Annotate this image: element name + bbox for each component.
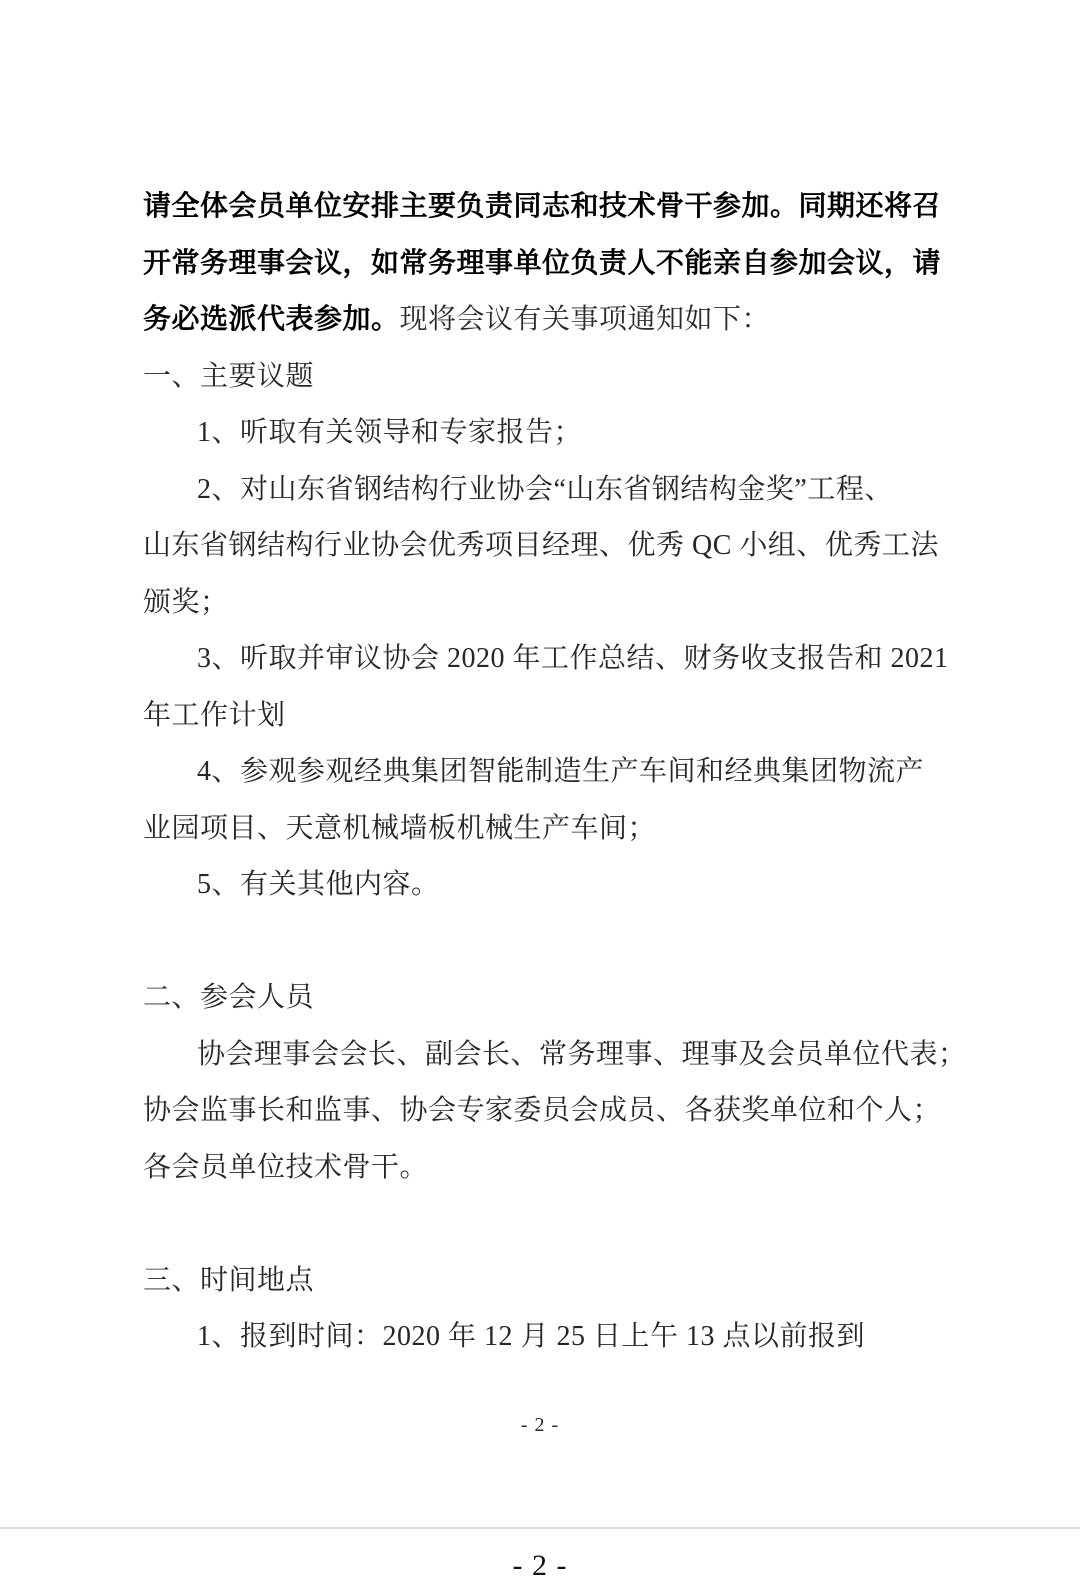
section-heading-3: 三、时间地点 — [143, 1264, 315, 1296]
intro-line-1: 请全体会员单位安排主要负责同志和技术骨干参加。同期还将召 — [143, 191, 942, 222]
blank-line — [143, 914, 953, 971]
intro-bold-text: 务必选派代表参加。 — [143, 304, 400, 335]
list-item-continuation: 年工作计划 — [143, 699, 286, 731]
page-number-footer: - 2 - — [520, 1414, 560, 1436]
list-item: 1、听取有关领导和专家报告； — [197, 417, 583, 448]
list-item-continuation: 山东省钢结构行业协会优秀项目经理、优秀 QC 小组、优秀工法 — [143, 530, 939, 561]
list-item: 5、有关其他内容。 — [197, 869, 440, 900]
section-heading-2: 二、参会人员 — [143, 982, 315, 1013]
list-item: 3、听取并审议协会 2020 年工作总结、财务收支报告和 2021 — [197, 643, 949, 674]
viewer-page-label: - 2 - — [512, 1549, 568, 1582]
page-separator-line — [0, 1527, 1080, 1529]
intro-regular-text: 现将会议有关事项通知如下： — [399, 304, 771, 335]
list-item: 协会理事会会长、副会长、常务理事、理事及会员单位代表； — [197, 1038, 967, 1070]
list-item-continuation: 各会员单位技术骨干。 — [143, 1151, 429, 1183]
document-body — [143, 179, 967, 1366]
section-heading-1: 一、主要议题 — [143, 360, 315, 392]
list-item-continuation: 颁奖； — [143, 586, 229, 618]
list-item: 4、参观参观经典集团智能制造生产车间和经典集团物流产 — [197, 756, 925, 787]
intro-line-2: 开常务理事会议，如常务理事单位负责人不能亲自参加会议，请 — [143, 247, 942, 279]
blank-line — [143, 1196, 953, 1253]
intro-line-3 — [143, 292, 953, 349]
list-item-continuation: 业园项目、天意机械墙板机械生产车间； — [143, 812, 657, 844]
list-item: 2、对山东省钢结构行业协会“山东省钢结构金奖”工程、 — [197, 473, 893, 505]
list-item-continuation: 协会监事长和监事、协会专家委员会成员、各获奖单位和个人； — [143, 1095, 942, 1126]
list-item: 1、报到时间：2020 年 12 月 25 日上午 13 点以前报到 — [197, 1321, 866, 1352]
